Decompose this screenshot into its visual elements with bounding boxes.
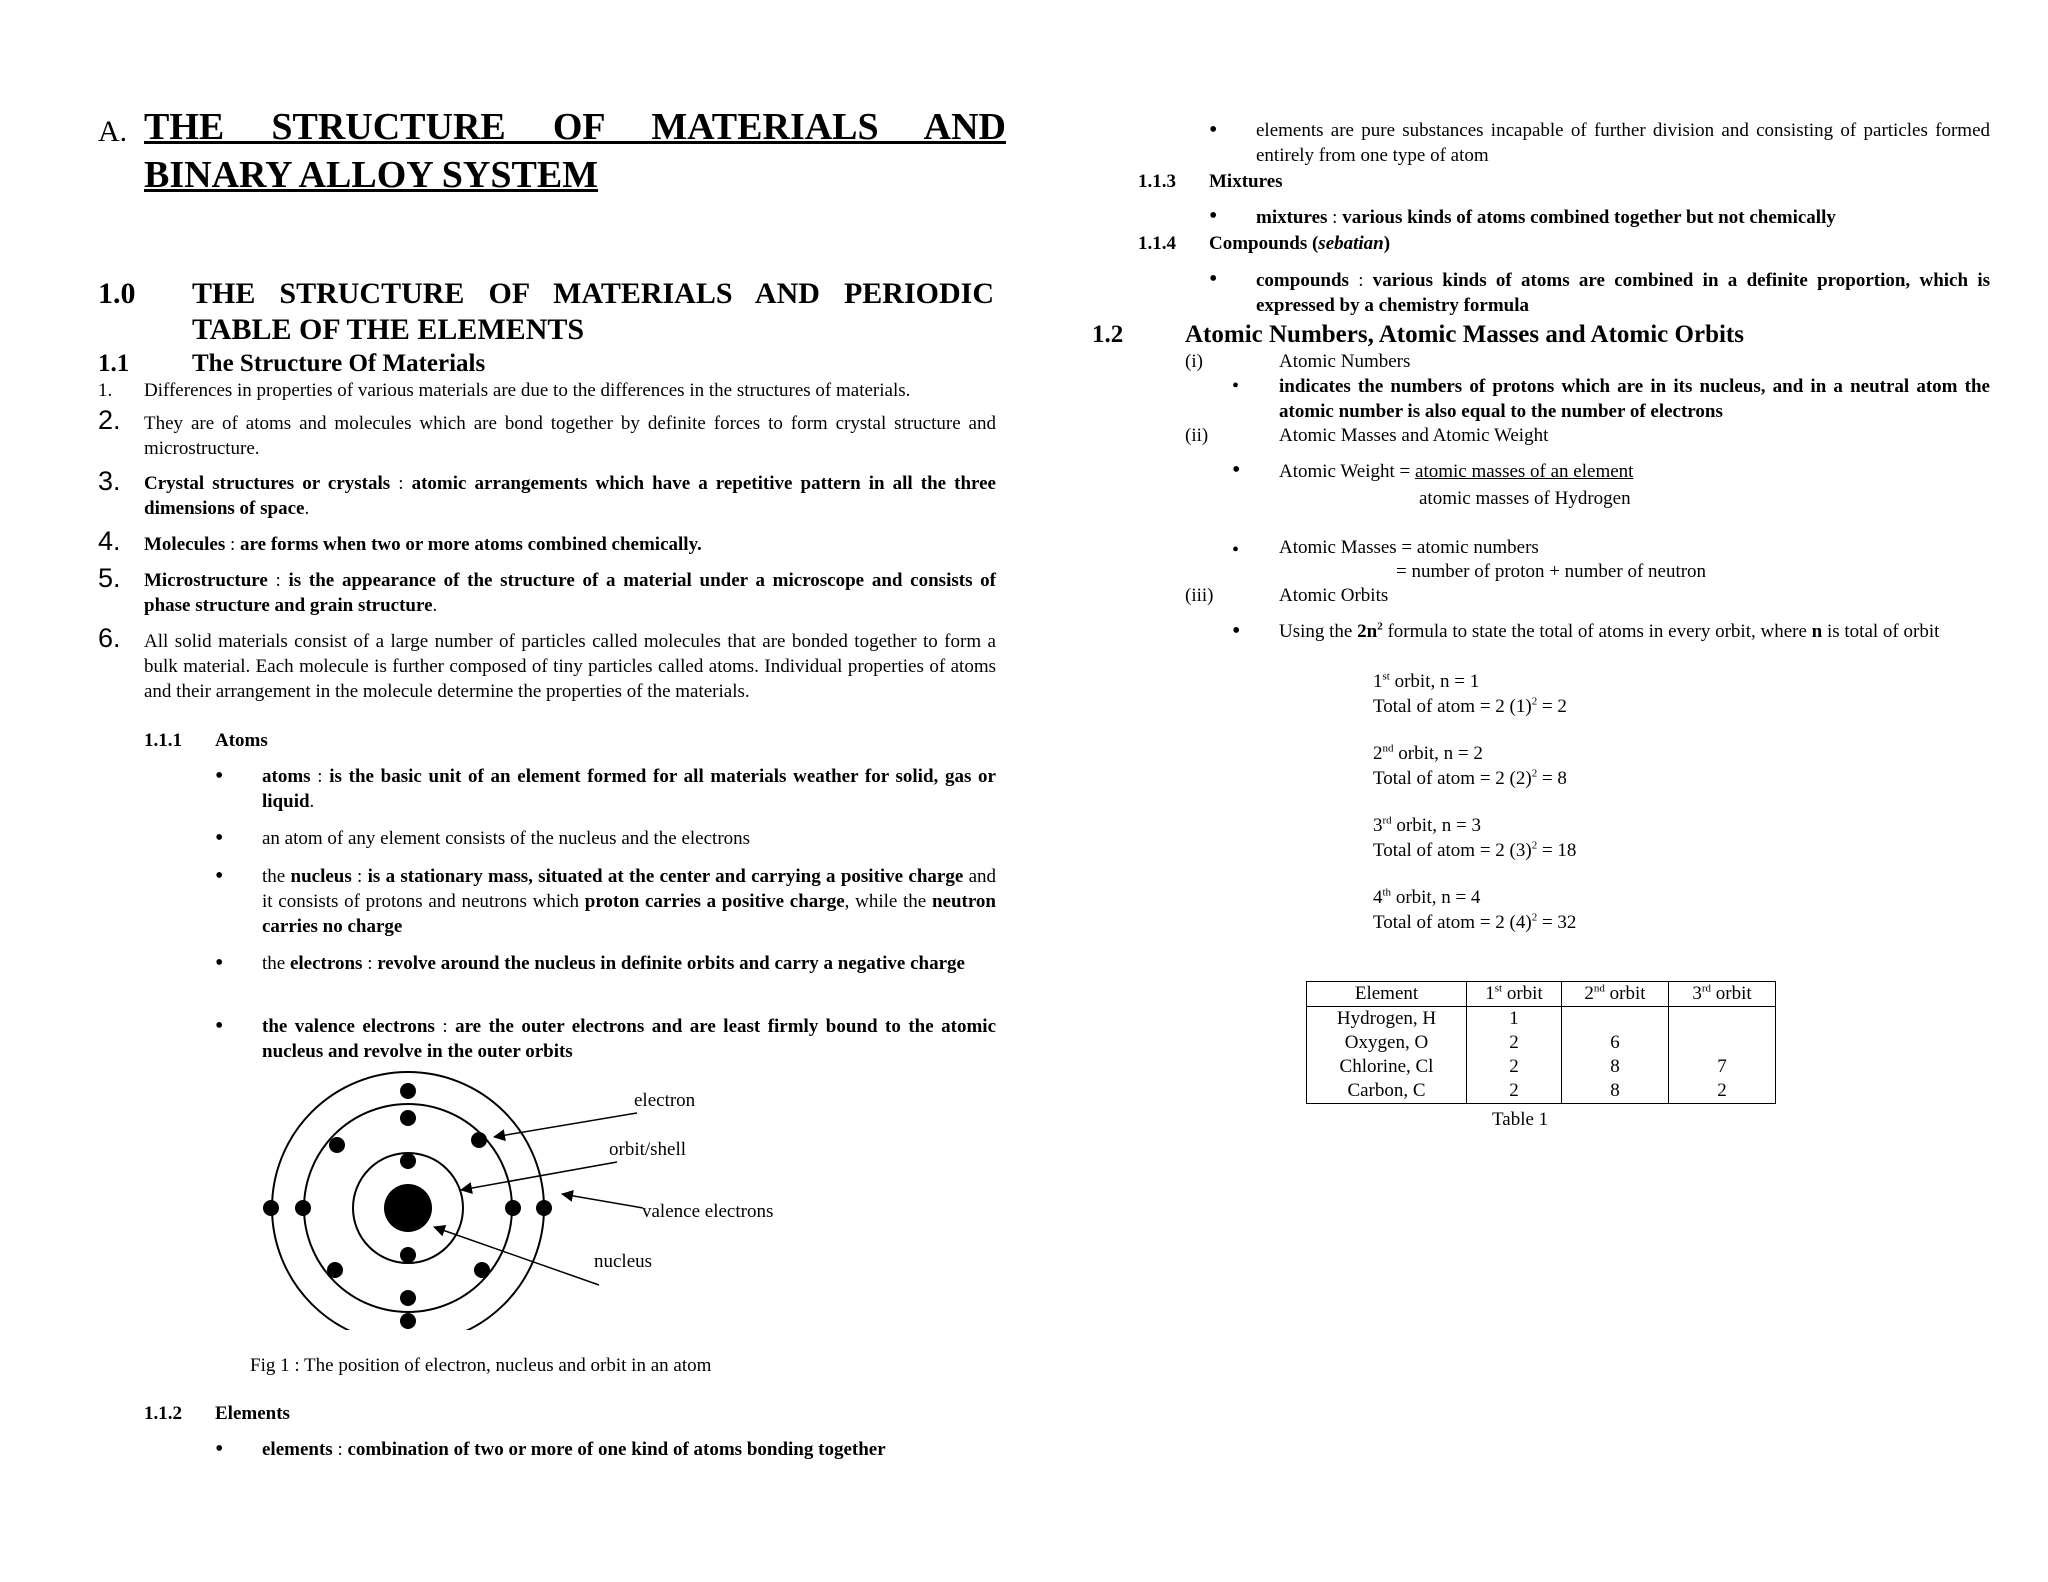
title-letter: A.: [98, 115, 128, 148]
table-cell: 2: [1467, 1031, 1562, 1055]
table-cell: [1669, 1031, 1776, 1055]
label-valence-electrons: valence electrons: [642, 1201, 774, 1222]
bullet-icon: •: [1232, 618, 1241, 644]
item-title-atomic-numbers: Atomic Numbers: [1279, 351, 1411, 372]
atomic-weight-formula: Atomic Weight = atomic masses of an element: [1279, 461, 1634, 482]
list-item-6: All solid materials consist of a large number of particles called molecules that are bonded together to form a bulk material. Each molecule is further composed of tiny particles called atoms. Individual properties of atoms and their arrangement in the molecule determine the properties of the materials.: [144, 631, 996, 703]
bullet-icon: •: [1232, 375, 1240, 397]
bullet-icon: •: [1209, 117, 1218, 143]
list-item-2: They are of atoms and molecules which are bond together by definite forces to form crystal structure and microstructure.: [144, 413, 996, 460]
item-title-atomic-orbits: Atomic Orbits: [1279, 585, 1389, 606]
atoms-bullet-1: atoms : is the basic unit of an element formed for all materials weather for solid, gas or liquid.: [262, 766, 996, 813]
bullet-icon: •: [215, 1436, 224, 1462]
list-number: 5.: [98, 563, 121, 593]
subsection-number: 1.1.4: [1138, 233, 1176, 254]
table-cell: 2: [1467, 1055, 1562, 1079]
list-number: 4.: [98, 526, 121, 556]
item-title-atomic-masses: Atomic Masses and Atomic Weight: [1279, 425, 1549, 446]
list-number: 2.: [98, 405, 121, 435]
atoms-bullet-3: the nucleus : is a stationary mass, situated at the center and carrying a positive charge and it consists of protons and neutrons which proton carries a positive charge, while the neutron carries no charge: [262, 866, 997, 938]
section-number: 1.1: [98, 350, 130, 377]
item-number: (iii): [1185, 585, 1214, 606]
section-title: Atomic Numbers, Atomic Masses and Atomic Orbits: [1185, 321, 1744, 348]
item-number: (ii): [1185, 425, 1209, 446]
figure-caption: Fig 1 : The position of electron, nucleus and orbit in an atom: [250, 1355, 712, 1376]
table-cell: [1669, 1007, 1776, 1032]
table-cell: 7: [1669, 1055, 1776, 1079]
bullet-icon: •: [215, 763, 224, 789]
title-line-2: BINARY ALLOY SYSTEM: [144, 154, 599, 196]
atom-diagram: [0, 0, 1020, 1330]
list-item-1: Differences in properties of various materials are due to the differences in the structures of materials.: [144, 380, 911, 401]
atomic-masses-line-1: Atomic Masses = atomic numbers: [1279, 537, 1539, 558]
subsection-title: Compounds (sebatian): [1209, 233, 1391, 254]
subsection-title: Elements: [215, 1403, 290, 1424]
nucleus: [384, 1184, 432, 1232]
orbit-3: 3rd orbit, n = 3 Total of atom = 2 $(3)^2 = 18$: [1373, 814, 1577, 862]
atoms-bullet-4: the electrons : revolve around the nucleus in definite orbits and carry a negative charge: [262, 953, 965, 974]
table-cell: Chlorine, Cl: [1307, 1055, 1467, 1079]
atoms-bullet-2: an atom of any element consists of the nucleus and the electrons: [262, 828, 751, 849]
atoms-bullet-5: the valence electrons : are the outer electrons and are least firmly bound to the atomic nucleus and revolve in the outer orbits: [262, 1016, 996, 1063]
list-number: 3.: [98, 466, 121, 496]
mixtures-bullet: mixtures : various kinds of atoms combined together but not chemically: [1256, 207, 1836, 228]
table-cell: [1562, 1007, 1669, 1032]
bullet-icon: •: [215, 1013, 224, 1039]
subsection-title: Mixtures: [1209, 171, 1283, 192]
table-caption: Table 1: [1492, 1109, 1549, 1130]
table-header-cell: 2nd orbit: [1562, 982, 1669, 1007]
bullet-icon: •: [215, 950, 224, 976]
atomic-masses-line-2: = number of proton + number of neutron: [1396, 561, 1707, 582]
orbit-2: 2nd orbit, n = 2 Total of atom = 2 $(2)^2 = 8$: [1373, 742, 1567, 790]
table-cell: 2: [1669, 1079, 1776, 1104]
list-item-5: Microstructure : is the appearance of the structure of a material under a microscope and consists of phase structure and grain structure.: [144, 570, 997, 617]
table-cell: Oxygen, O: [1307, 1031, 1467, 1055]
subsection-number: 1.1.3: [1138, 171, 1176, 192]
title-line-1: THE STRUCTURE OF MATERIALS AND: [144, 106, 1006, 148]
table-cell: 8: [1562, 1079, 1669, 1104]
table-row: [1307, 1031, 1776, 1055]
bullet-icon: •: [1232, 457, 1241, 483]
table-cell: Carbon, C: [1307, 1079, 1467, 1104]
table-cell: 2: [1467, 1079, 1562, 1104]
table-cell: 8: [1562, 1055, 1669, 1079]
bullet-icon: •: [1209, 203, 1218, 229]
item-number: (i): [1185, 351, 1203, 372]
section-title: The Structure Of Materials: [192, 350, 486, 377]
table-row: [1307, 1079, 1776, 1104]
bullet-icon: •: [215, 825, 224, 851]
compounds-bullet: compounds : various kinds of atoms are combined in a definite proportion, which is expressed by a chemistry formula: [1256, 270, 1991, 317]
section-title-line-1: THE STRUCTURE OF MATERIALS AND PERIODIC: [192, 277, 994, 310]
atomic-weight-denominator: atomic masses of Hydrogen: [1419, 488, 1631, 509]
table-header-cell: 1st orbit: [1467, 982, 1562, 1007]
elements-bullet-2: elements are pure substances incapable of further division and consisting of particles formed entirely from one type of atom: [1256, 120, 1990, 167]
orbit-4: 4th orbit, n = 4 Total of atom = 2 $(4)^2 = 32$: [1373, 886, 1577, 934]
orbit-formula-bullet: Using the $2n^2$ formula to state the total of atoms in every orbit, where n is total of orbit: [1279, 620, 1940, 642]
table-row: [1307, 1007, 1776, 1032]
atomic-numbers-bullet: indicates the numbers of protons which are in its nucleus, and in a neutral atom the atomic number is also equal to the number of electrons: [1279, 376, 1990, 423]
subsection-number: 1.1.2: [144, 1403, 182, 1424]
orbit-1: 1st orbit, n = 1 Total of atom = 2 $(1)^2 = 2$: [1373, 670, 1567, 718]
section-number: 1.2: [1092, 321, 1124, 348]
bullet-icon: •: [215, 863, 224, 889]
section-title-line-2: TABLE OF THE ELEMENTS: [192, 313, 585, 346]
list-item-4: Molecules : are forms when two or more atoms combined chemically.: [144, 534, 702, 555]
list-item-3: Crystal structures or crystals : atomic arrangements which have a repetitive pattern in all the three dimensions of space.: [144, 473, 996, 520]
bullet-icon: •: [1209, 266, 1218, 292]
subsection-title: Atoms: [215, 730, 268, 751]
label-orbit-shell: orbit/shell: [609, 1139, 687, 1160]
label-nucleus: nucleus: [594, 1251, 653, 1272]
subsection-number: 1.1.1: [144, 730, 182, 751]
table-cell: Hydrogen, H: [1307, 1007, 1467, 1032]
list-number: 6.: [98, 623, 121, 653]
table-cell: 1: [1467, 1007, 1562, 1032]
label-electron: electron: [634, 1090, 696, 1111]
section-number: 1.0: [98, 277, 136, 310]
table-cell: 6: [1562, 1031, 1669, 1055]
table-header-row: [1307, 982, 1776, 1007]
table-header-cell: Element: [1307, 982, 1467, 1007]
table-row: [1307, 1055, 1776, 1079]
bullet-icon: •: [1232, 539, 1240, 561]
orbit-table: [1306, 981, 1776, 1104]
elements-bullet-1: elements : combination of two or more of one kind of atoms bonding together: [262, 1439, 886, 1460]
table-header-cell: 3rd orbit: [1669, 982, 1776, 1007]
list-number: 1.: [98, 380, 113, 401]
